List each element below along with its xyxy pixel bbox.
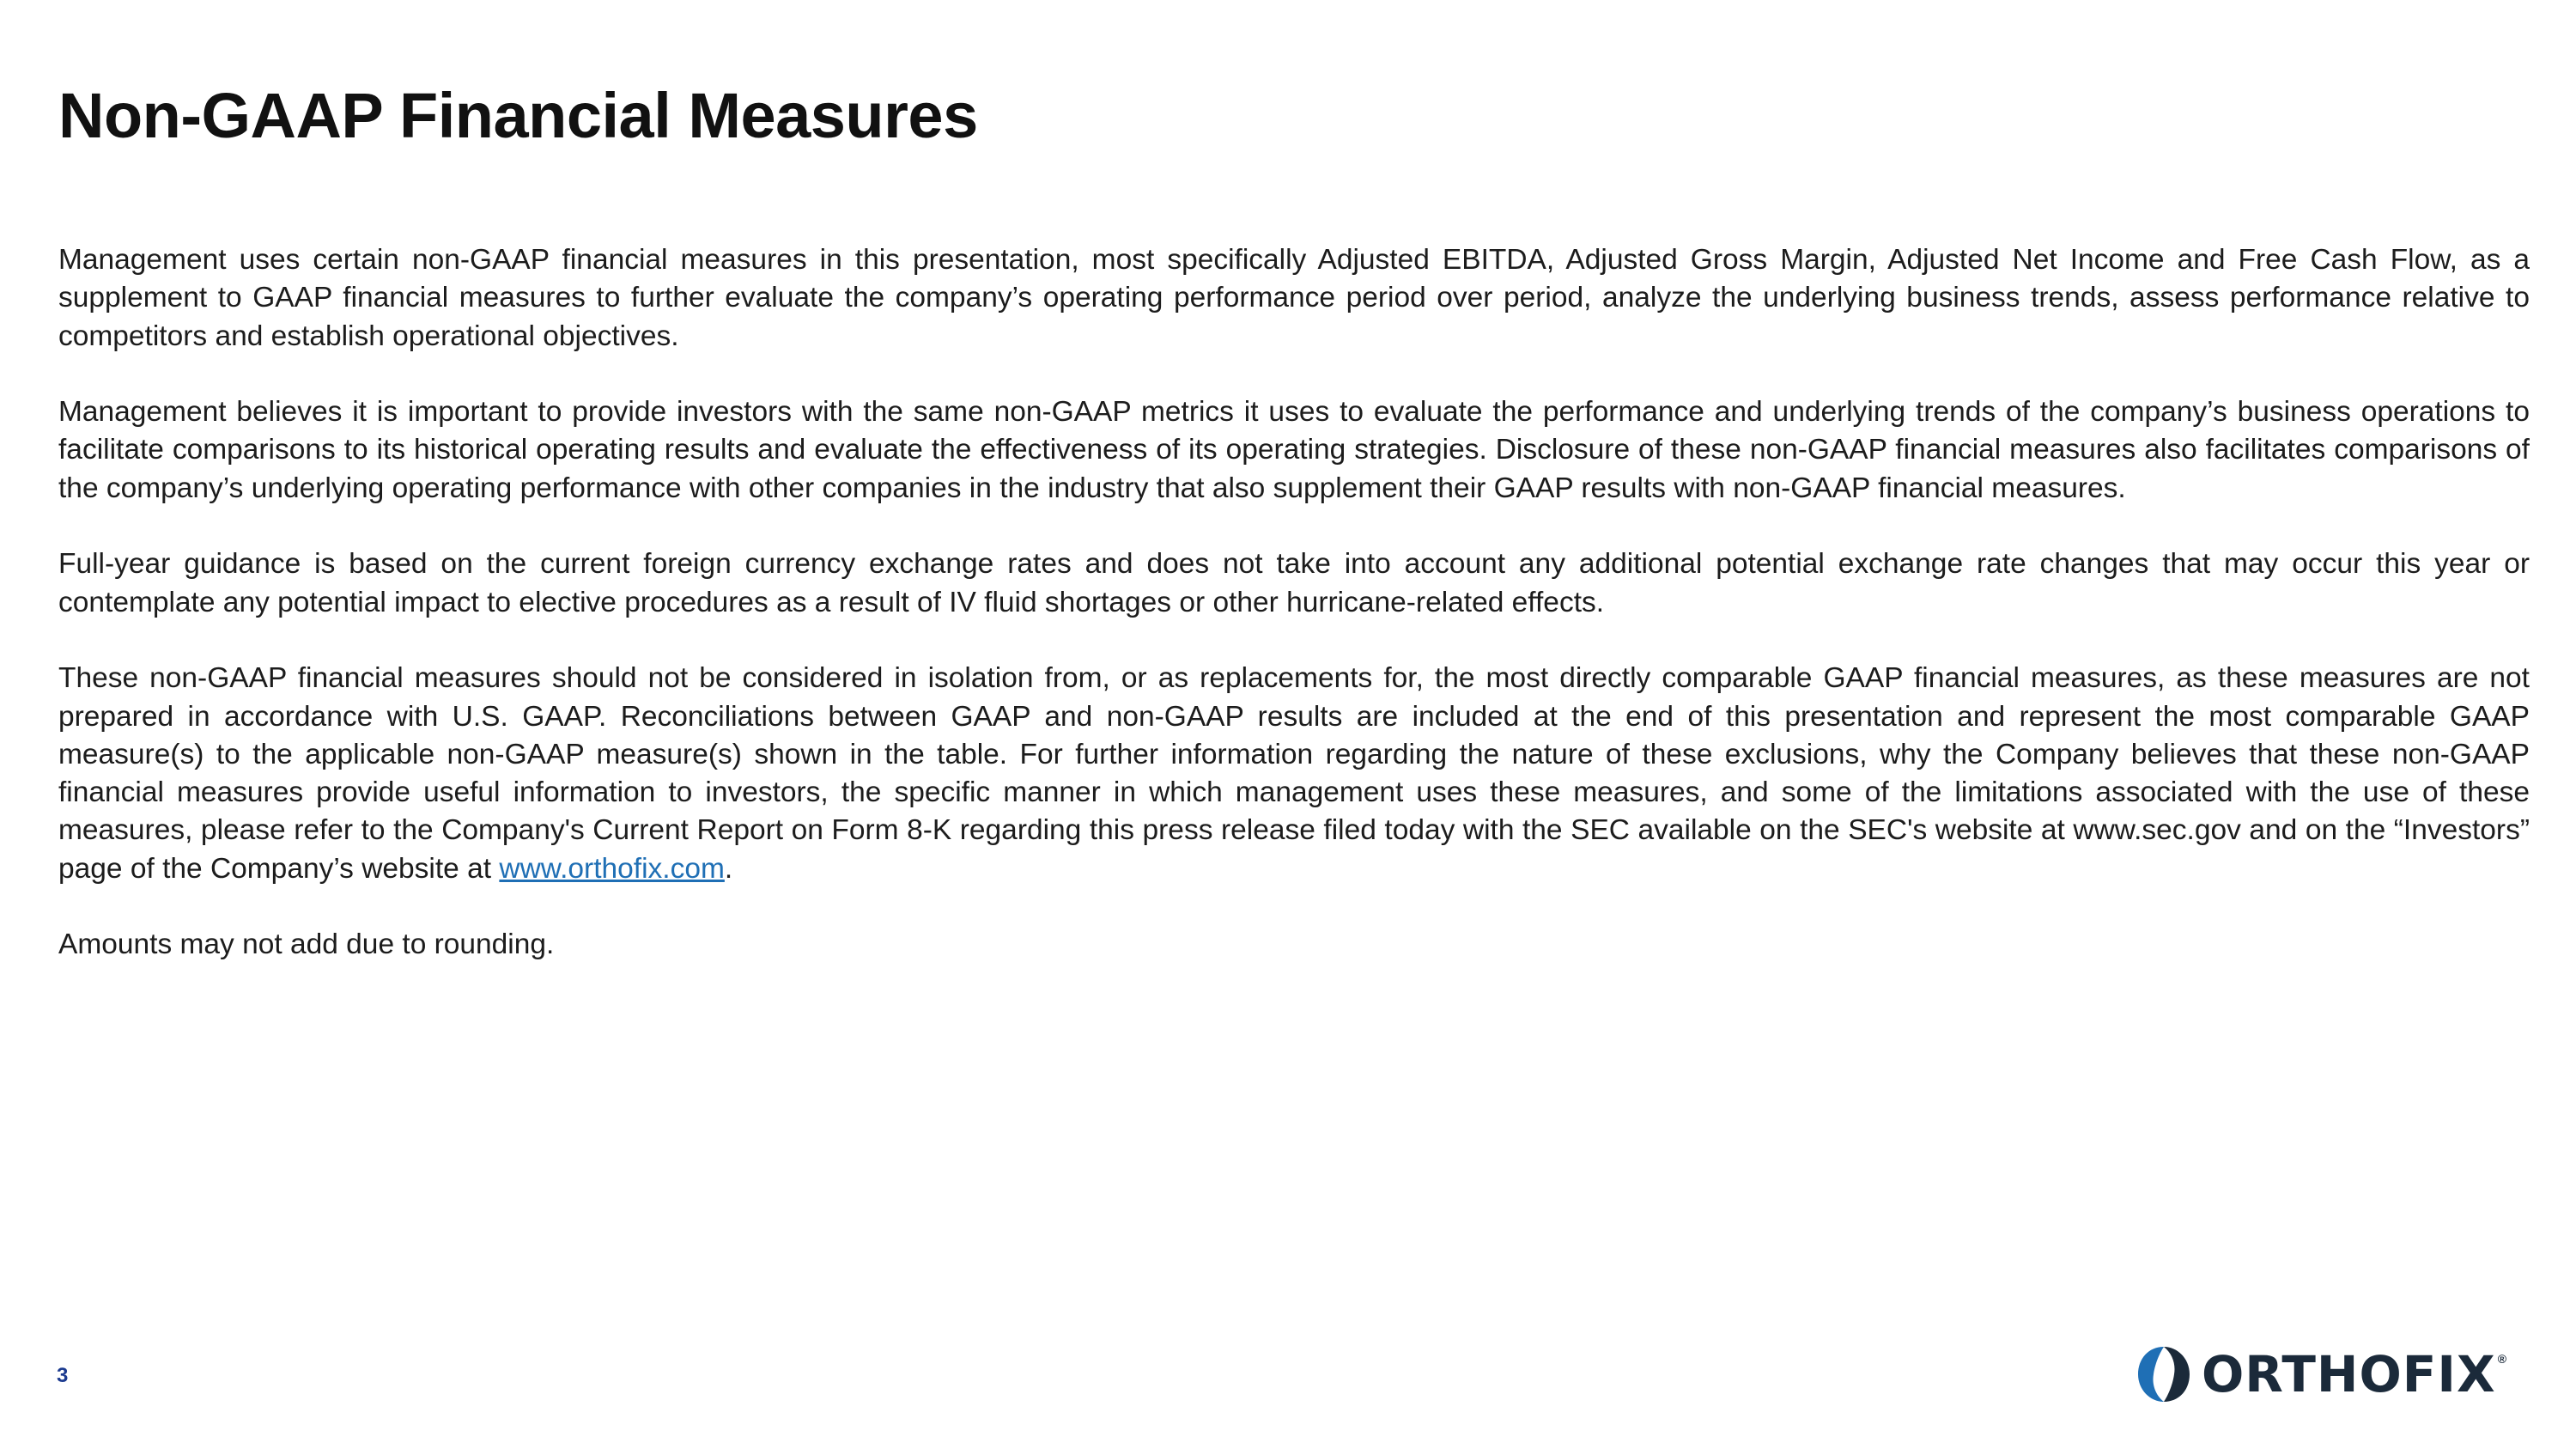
logo-wordmark: ORTHOFIX (2202, 1345, 2496, 1403)
paragraph-management-believes: Management believes it is important to provide investors with the same non-GAAP metrics it uses to evaluate the performance and underlying trends of the company’s business operations to facilitate comparisons to its historical operating results and evaluate the effectiveness of its operating strategies. Disclosure of these non-GAAP financial measures also facilitates comparisons of the company’s underlying operating performance with other companies in the industry that also supplement their GAAP results with non-GAAP financial measures. (58, 396, 2530, 504)
registered-mark: ® (2497, 1352, 2507, 1366)
paragraph-guidance: Full-year guidance is based on the current foreign currency exchange rates and does not take into account any additional potential exchange rate changes that may occur this year or contemplate any potential impact to elective procedures as a result of IV fluid shortages or other hurricane-related effects. (58, 548, 2530, 618)
paragraph-non-gaap-disclaimer (58, 660, 2530, 888)
page-title: Non-GAAP Financial Measures (58, 80, 978, 151)
paragraph-rounding: Amounts may not add due to rounding. (58, 928, 555, 961)
page-number: 3 (57, 1364, 69, 1387)
orthofix-website-link[interactable]: www.orthofix.com (499, 852, 725, 885)
orthofix-logo (2133, 1340, 2538, 1409)
disclaimer-period: . (724, 852, 733, 885)
paragraph-management-uses: Management uses certain non-GAAP financial measures in this presentation, most specifically Adjusted EBITDA, Adjusted Gross Margin, Adjusted Net Income and Free Cash Flow, as a supplement to GAAP financial measures to further evaluate the company’s operating performance period over period, analyze the underlying business trends, assess performance relative to competitors and establish operational objectives. (58, 244, 2530, 352)
body-text (58, 241, 2530, 1002)
orthofix-swirl-icon (2133, 1343, 2195, 1405)
disclaimer-text: These non-GAAP financial measures should not be considered in isolation from, or as replacements for, the most directly comparable GAAP financial measures, as these measures are not prepared in accordance with U.S. GAAP. Reconciliations between GAAP and non-GAAP results are included at the end of this presentation and represent the most comparable GAAP measure(s) to the applicable non-GAAP measure(s) shown in the table. For further information regarding the nature of these exclusions, why the Company believes that these non-GAAP financial measures provide useful information to investors, the specific manner in which management uses these measures, and some of the limitations associated with the use of these measures, please refer to the Company's Current Report on Form 8-K regarding this press release filed today with the SEC available on the SEC's website at www.sec.gov and on the “Investors” page of the Company’s website at (58, 662, 2530, 885)
